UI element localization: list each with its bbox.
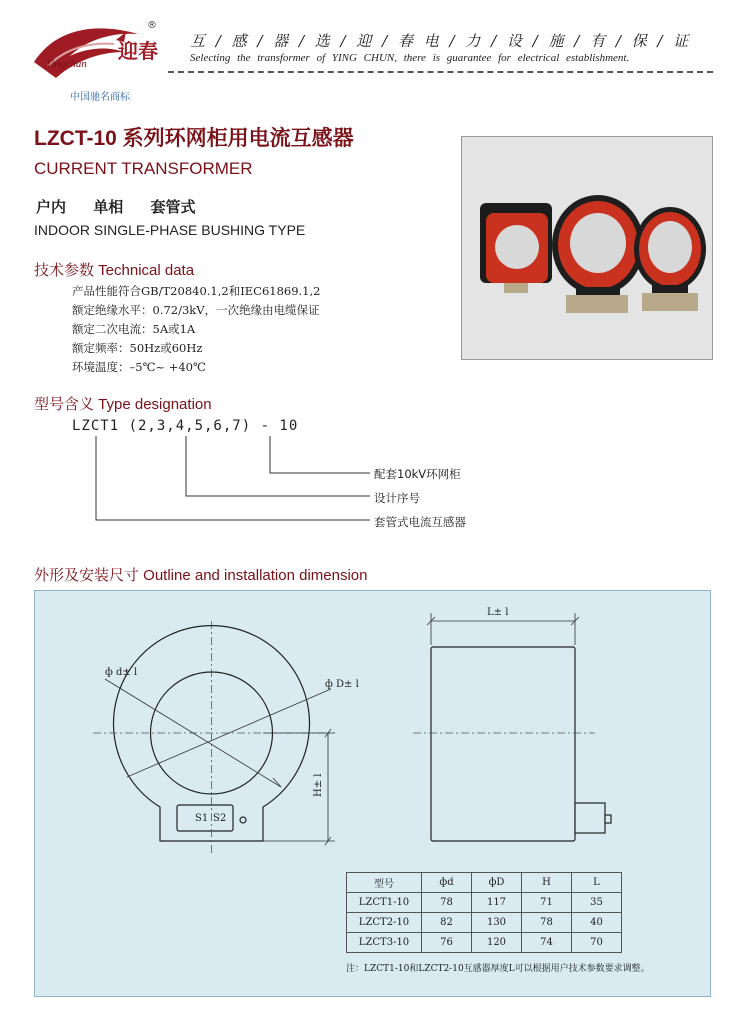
terminal-s2-label: S2 [213,813,227,824]
table-cell: 74 [522,933,572,953]
slogan-chinese: 互 / 感 / 器 / 选 / 迎 / 春 电 / 力 / 设 / 施 / 有 / 保 / 证 [190,32,692,50]
table-row [347,933,622,953]
type-designation-heading: 型号含义 Type designation [34,396,212,413]
table-cell: LZCT3-10 [347,933,422,953]
table-cell: 76 [422,933,472,953]
table-cell: LZCT1-10 [347,893,422,913]
brand-logo [26,18,166,90]
type-chinese: 户内 单相 套管式 [36,198,196,216]
dim-d-label: ф d± l [105,667,138,678]
outline-heading: 外形及安装尺寸 Outline and installation dimension [34,567,368,584]
table-row [347,893,622,913]
table-cell: LZCT2-10 [347,913,422,933]
table-note: 注：LZCT1-10和LZCT2-10互感器厚度L可以根据用户技术参数要求调整。 [346,964,650,974]
spec-line: 额定绝缘水平：0.72/3kV，一次绝缘由电缆保证 [72,303,320,317]
table-cell: 40 [572,913,622,933]
table-header-cell: 型号 [347,873,422,893]
table-cell: 117 [472,893,522,913]
spec-line: 额定频率：50Hz或60Hz [72,341,203,355]
table-row [347,913,622,933]
designation-leader-lines [90,436,380,530]
dim-D-label: ф D± l [325,679,359,690]
table-cell: 82 [422,913,472,933]
table-header-cell: фD [472,873,522,893]
page-title: LZCT-10 系列环网柜用电流互感器 [34,127,354,150]
product-photo [461,136,713,360]
spec-line: 环境温度：–5℃~ +40℃ [72,360,206,374]
brand-tag: 中国驰名商标 [70,92,130,103]
spec-line: 产品性能符合GB/T20840.1,2和IEC61869.1,2 [72,284,321,298]
header-divider [168,71,713,73]
designation-label: 配套10kV环网柜 [374,467,461,481]
table-cell: 78 [522,913,572,933]
table-cell: 71 [522,893,572,913]
table-header-cell: H [522,873,572,893]
terminal-s1-label: S1 [195,813,209,824]
brand-script: Yingchun [46,58,87,70]
table-cell: 35 [572,893,622,913]
table-cell: 120 [472,933,522,953]
dim-L-label: L± l [487,607,509,618]
table-cell: 130 [472,913,522,933]
table-header-cell: фd [422,873,472,893]
designation-label: 套管式电流互感器 [374,515,466,529]
designation-code: LZCT1 (2,3,4,5,6,7) - 10 [72,418,299,434]
page-subtitle: CURRENT TRANSFORMER [34,159,253,178]
type-english: INDOOR SINGLE-PHASE BUSHING TYPE [34,222,306,238]
spec-line: 额定二次电流：5A或1A [72,322,196,336]
table-cell: 70 [572,933,622,953]
technical-data-heading: 技术参数 Technical data [34,262,195,279]
svg-text:迎春: 迎春 [118,39,158,63]
table-header-row [347,873,622,893]
table-cell: 78 [422,893,472,913]
dim-H-label: H± l [313,773,324,797]
designation-label: 设计序号 [374,491,420,505]
registered-mark: ® [147,20,157,31]
slogan-english: Selecting the transformer of YING CHUN, there is guarantee for electrical establishment. [190,52,630,64]
table-header-cell: L [572,873,622,893]
dimension-table [346,872,622,953]
